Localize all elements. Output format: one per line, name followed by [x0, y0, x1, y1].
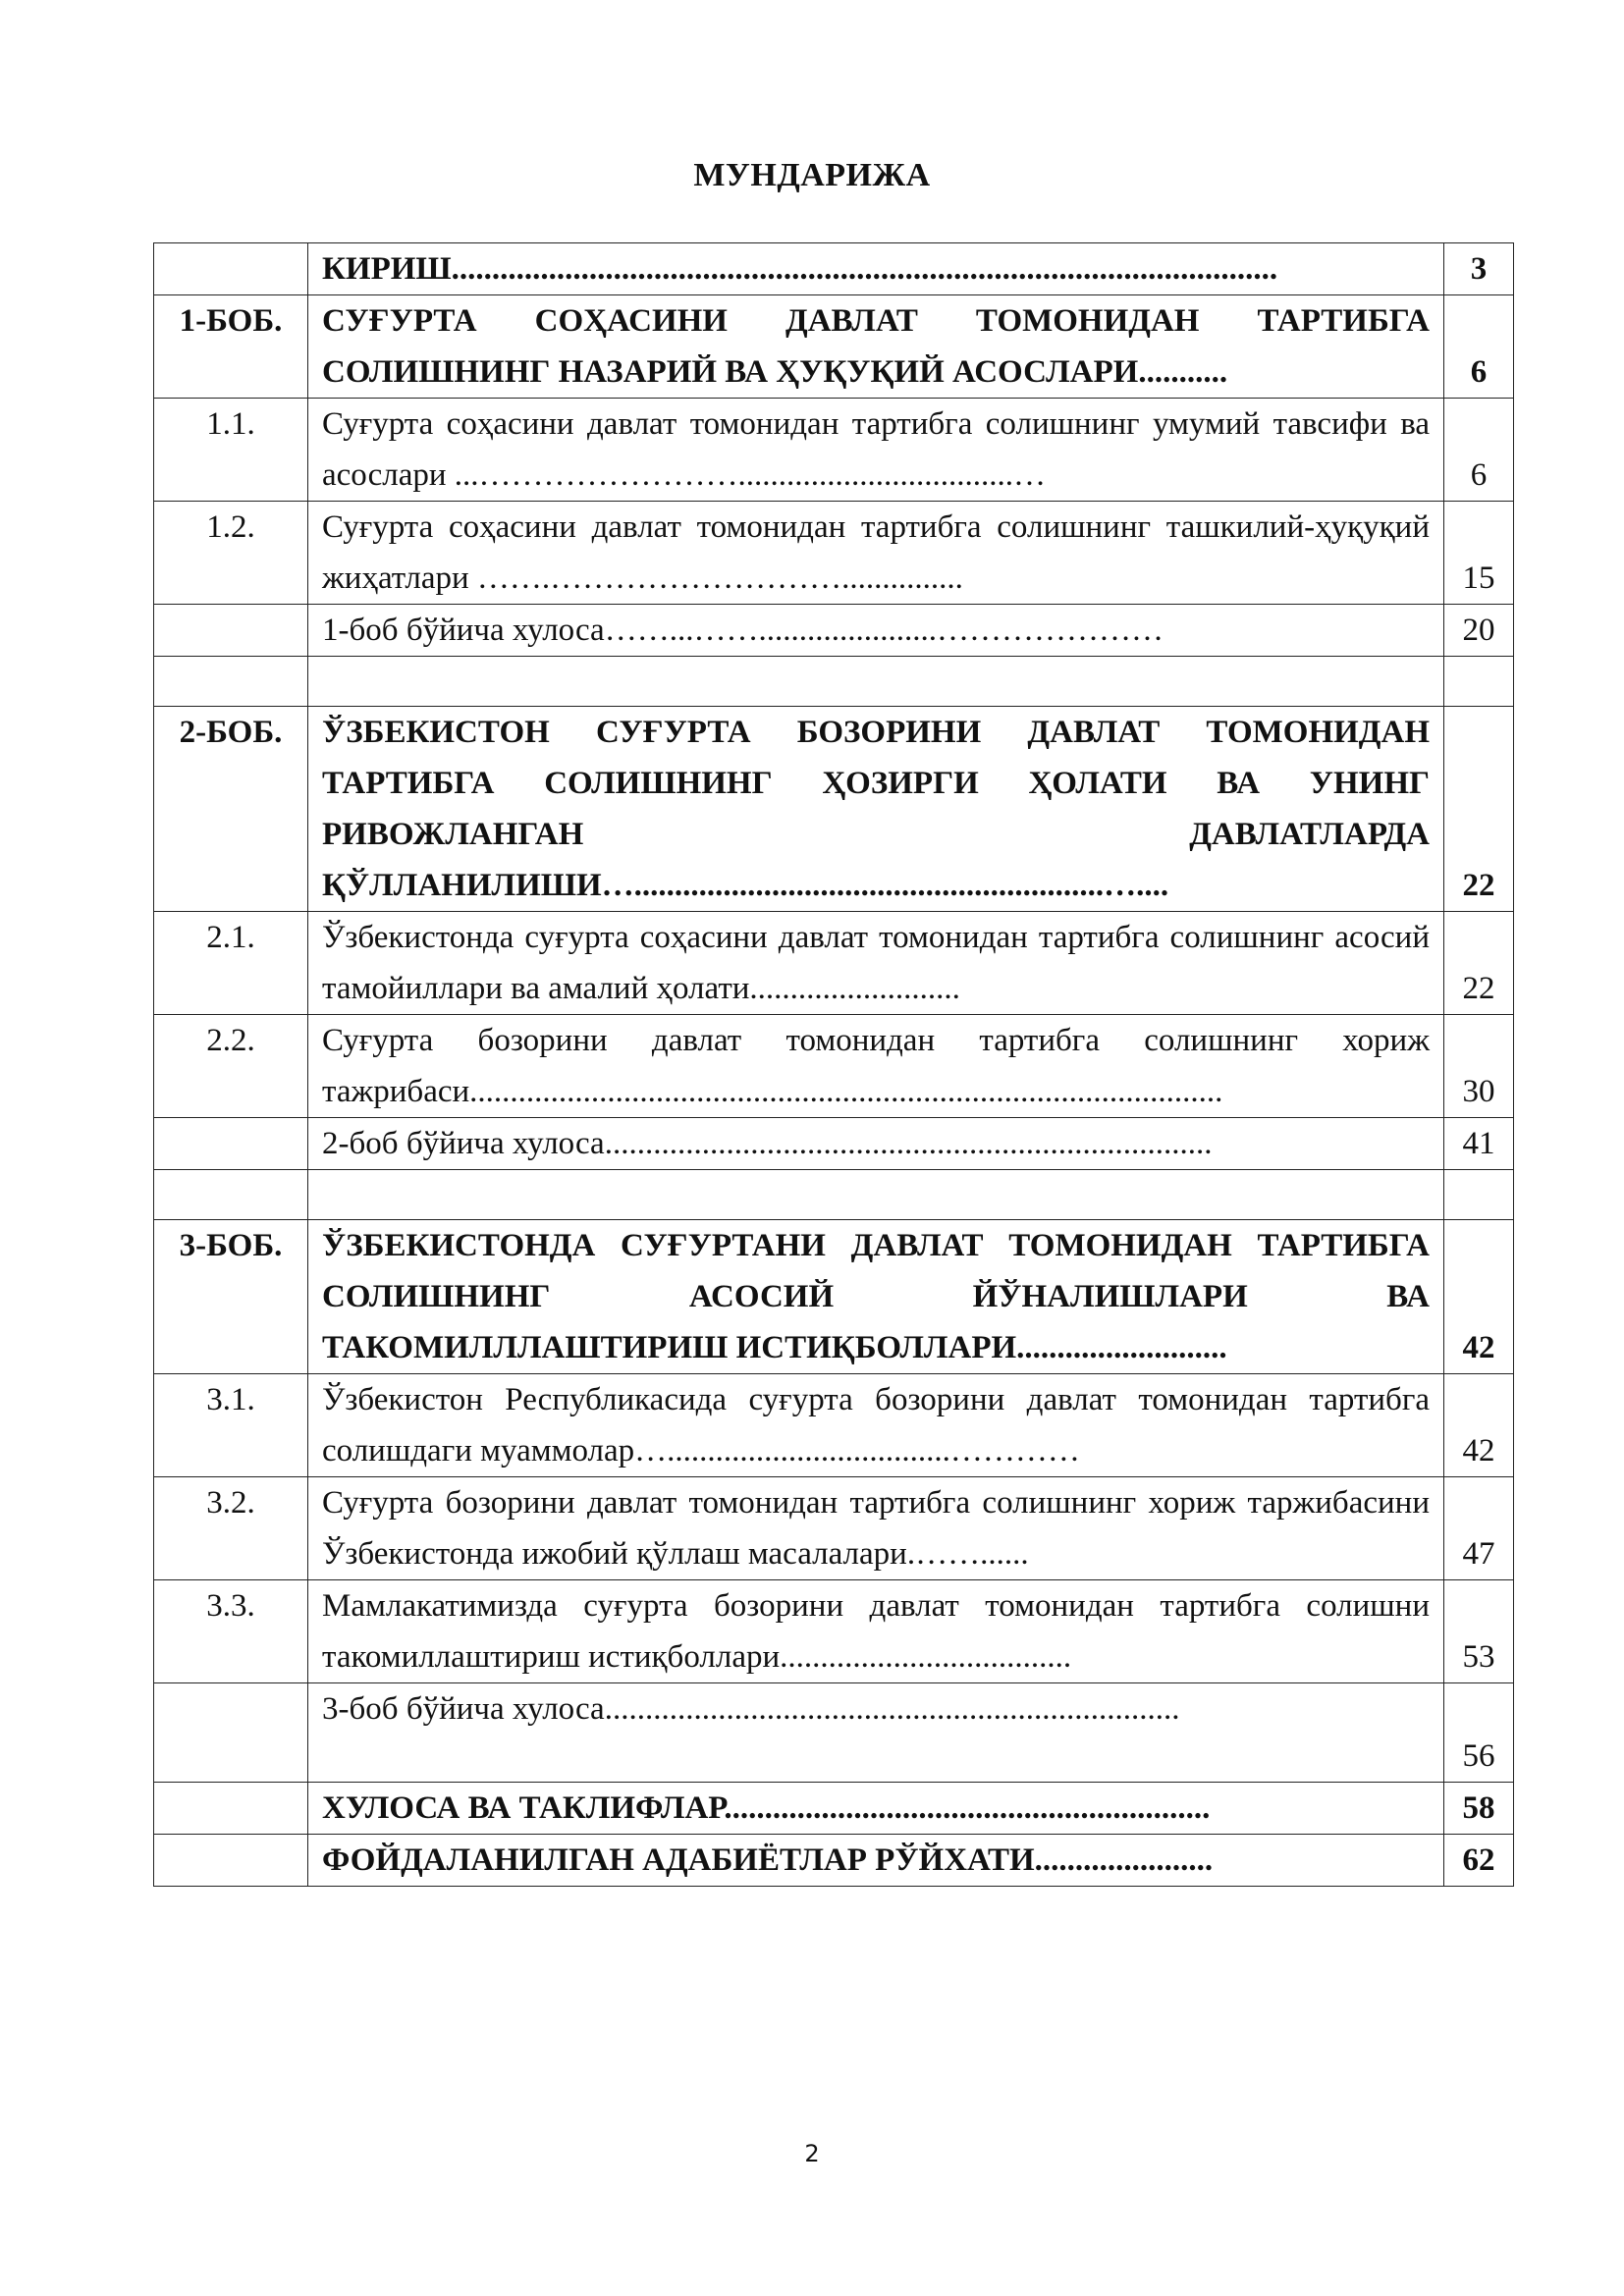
toc-spacer-row	[154, 657, 1514, 707]
toc-row	[154, 912, 1514, 1015]
toc-entry-title: Ўзбекистон Республикасида суғурта бозорини давлат томонидан тартибга солишдаги муаммолар…...................................…………	[308, 1374, 1444, 1477]
toc-section-number	[154, 243, 308, 295]
toc-entry-title: 2-боб бўйича хулоса...........................................................................	[308, 1118, 1444, 1170]
toc-page-number: 3	[1444, 243, 1514, 295]
toc-section-number	[154, 605, 308, 657]
toc-entry-title: Суғурта бозорини давлат томонидан тартибга солишнинг хориж тажрибаси.............................................................................................	[308, 1015, 1444, 1118]
toc-section-number: 1.2.	[154, 502, 308, 605]
toc-page-number: 58	[1444, 1783, 1514, 1835]
toc-row	[154, 1015, 1514, 1118]
toc-page-number	[1444, 657, 1514, 707]
toc-section-number: 1-БОБ.	[154, 295, 308, 399]
toc-entry-title	[308, 1170, 1444, 1220]
toc-entry-title: КИРИШ......................................................................................................	[308, 243, 1444, 295]
toc-page-number: 56	[1444, 1683, 1514, 1783]
toc-page-number: 22	[1444, 707, 1514, 912]
toc-page-number: 20	[1444, 605, 1514, 657]
toc-page-number: 42	[1444, 1220, 1514, 1374]
toc-entry-title: Суғурта соҳасини давлат томонидан тартибга солишнинг умумий тавсифи ва асослари ...……………………..................................…	[308, 399, 1444, 502]
toc-row	[154, 707, 1514, 912]
toc-row	[154, 502, 1514, 605]
toc-page-number: 30	[1444, 1015, 1514, 1118]
page-number: 2	[804, 2140, 820, 2167]
toc-row	[154, 1783, 1514, 1835]
toc-row	[154, 1683, 1514, 1783]
toc-section-number: 3-БОБ.	[154, 1220, 308, 1374]
toc-section-number	[154, 1118, 308, 1170]
toc-section-number	[154, 1835, 308, 1887]
toc-page-number: 47	[1444, 1477, 1514, 1580]
toc-row	[154, 1477, 1514, 1580]
toc-section-number: 3.1.	[154, 1374, 308, 1477]
toc-entry-title: 3-боб бўйича хулоса.......................................................................	[308, 1683, 1444, 1783]
toc-section-number: 3.2.	[154, 1477, 308, 1580]
toc-row	[154, 243, 1514, 295]
toc-section-number: 2.1.	[154, 912, 308, 1015]
toc-section-number	[154, 1170, 308, 1220]
toc-row	[154, 1835, 1514, 1887]
toc-page-number: 41	[1444, 1118, 1514, 1170]
toc-entry-title: СУҒУРТА СОҲАСИНИ ДАВЛАТ ТОМОНИДАН ТАРТИБГА СОЛИШНИНГ НАЗАРИЙ ВА ҲУҚУҚИЙ АСОСЛАРИ...........	[308, 295, 1444, 399]
toc-section-number: 1.1.	[154, 399, 308, 502]
toc-page-number: 62	[1444, 1835, 1514, 1887]
toc-entry-title: ФОЙДАЛАНИЛГАН АДАБИЁТЛАР РЎЙХАТИ......................	[308, 1835, 1444, 1887]
toc-page-number: 22	[1444, 912, 1514, 1015]
toc-page-number	[1444, 1170, 1514, 1220]
toc-section-number	[154, 657, 308, 707]
toc-page-number: 6	[1444, 295, 1514, 399]
toc-entry-title: Мамлакатимизда суғурта бозорини давлат томонидан тартибга солишни такомиллаштириш истиқболлари....................................	[308, 1580, 1444, 1683]
toc-row	[154, 1580, 1514, 1683]
toc-entry-title: Суғурта соҳасини давлат томонидан тартибга солишнинг ташкилий-ҳуқуқий жиҳатлари …….………………………...............	[308, 502, 1444, 605]
page-title: МУНДАРИЖА	[693, 157, 931, 193]
toc-row	[154, 605, 1514, 657]
toc-row	[154, 1220, 1514, 1374]
toc-page-number: 15	[1444, 502, 1514, 605]
toc-section-number	[154, 1783, 308, 1835]
toc-section-number: 3.3.	[154, 1580, 308, 1683]
toc-entry-title: Ўзбекистонда суғурта соҳасини давлат томонидан тартибга солишнинг асосий тамойиллари ва амалий ҳолати..........................	[308, 912, 1444, 1015]
toc-section-number: 2-БОБ.	[154, 707, 308, 912]
toc-entry-title: ХУЛОСА ВА ТАКЛИФЛАР............................................................	[308, 1783, 1444, 1835]
toc-row	[154, 295, 1514, 399]
toc-entry-title: Суғурта бозорини давлат томонидан тартибга солишнинг хориж таржибасини Ўзбекистонда ижобий қўллаш масалалари.……......	[308, 1477, 1444, 1580]
toc-spacer-row	[154, 1170, 1514, 1220]
toc-section-number	[154, 1683, 308, 1783]
toc-row	[154, 1374, 1514, 1477]
toc-page-number: 53	[1444, 1580, 1514, 1683]
toc-entry-title: ЎЗБЕКИСТОН СУҒУРТА БОЗОРИНИ ДАВЛАТ ТОМОНИДАН ТАРТИБГА СОЛИШНИНГ ҲОЗИРГИ ҲОЛАТИ ВА УНИНГ РИВОЖЛАНГАН ДАВЛАТЛАРДА ҚЎЛЛАНИЛИШИ…..........................................................…....	[308, 707, 1444, 912]
table-of-contents	[153, 242, 1514, 1887]
toc-section-number: 2.2.	[154, 1015, 308, 1118]
toc-entry-title	[308, 657, 1444, 707]
toc-row	[154, 399, 1514, 502]
toc-entry-title: 1-боб бўйича хулоса……...……......................…………………	[308, 605, 1444, 657]
toc-entry-title: ЎЗБЕКИСТОНДА СУҒУРТАНИ ДАВЛАТ ТОМОНИДАН ТАРТИБГА СОЛИШНИНГ АСОСИЙ ЙЎНАЛИШЛАРИ ВА ТАКОМИЛЛЛАШТИРИШ ИСТИҚБОЛЛАРИ..........................	[308, 1220, 1444, 1374]
toc-row	[154, 1118, 1514, 1170]
toc-page-number: 6	[1444, 399, 1514, 502]
toc-page-number: 42	[1444, 1374, 1514, 1477]
toc-body	[154, 243, 1514, 1887]
